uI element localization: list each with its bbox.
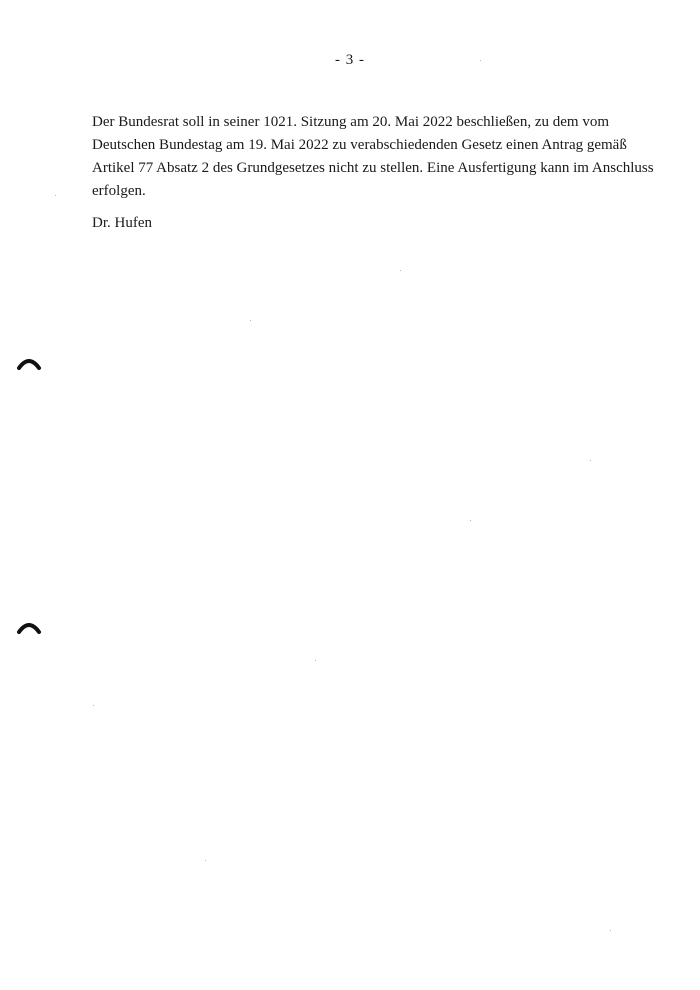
scan-speck <box>55 195 56 196</box>
scan-speck <box>250 320 251 321</box>
body-line: Artikel 77 Absatz 2 des Grundgesetzes nicht zu stellen. Eine Ausfertigung kann im Anschluss <box>92 160 654 176</box>
scan-speck <box>590 460 591 461</box>
scan-speck <box>610 930 611 931</box>
scan-speck <box>470 520 471 521</box>
punch-hole-mark-icon <box>16 350 42 376</box>
body-line: erfolgen. <box>92 183 146 199</box>
signature-name: Dr. Hufen <box>92 215 152 231</box>
scan-speck <box>400 270 401 271</box>
body-line: Der Bundesrat soll in seiner 1021. Sitzung am 20. Mai 2022 beschließen, zu dem vom <box>92 114 609 130</box>
scan-speck <box>93 705 94 706</box>
body-paragraph <box>92 111 654 203</box>
punch-hole-mark-icon <box>16 614 42 640</box>
scan-speck <box>480 60 481 61</box>
page-number: - 3 - <box>335 52 365 68</box>
scan-speck <box>205 860 206 861</box>
scan-speck <box>315 660 316 661</box>
body-line: Deutschen Bundestag am 19. Mai 2022 zu verabschiedenden Gesetz einen Antrag gemäß <box>92 137 627 153</box>
